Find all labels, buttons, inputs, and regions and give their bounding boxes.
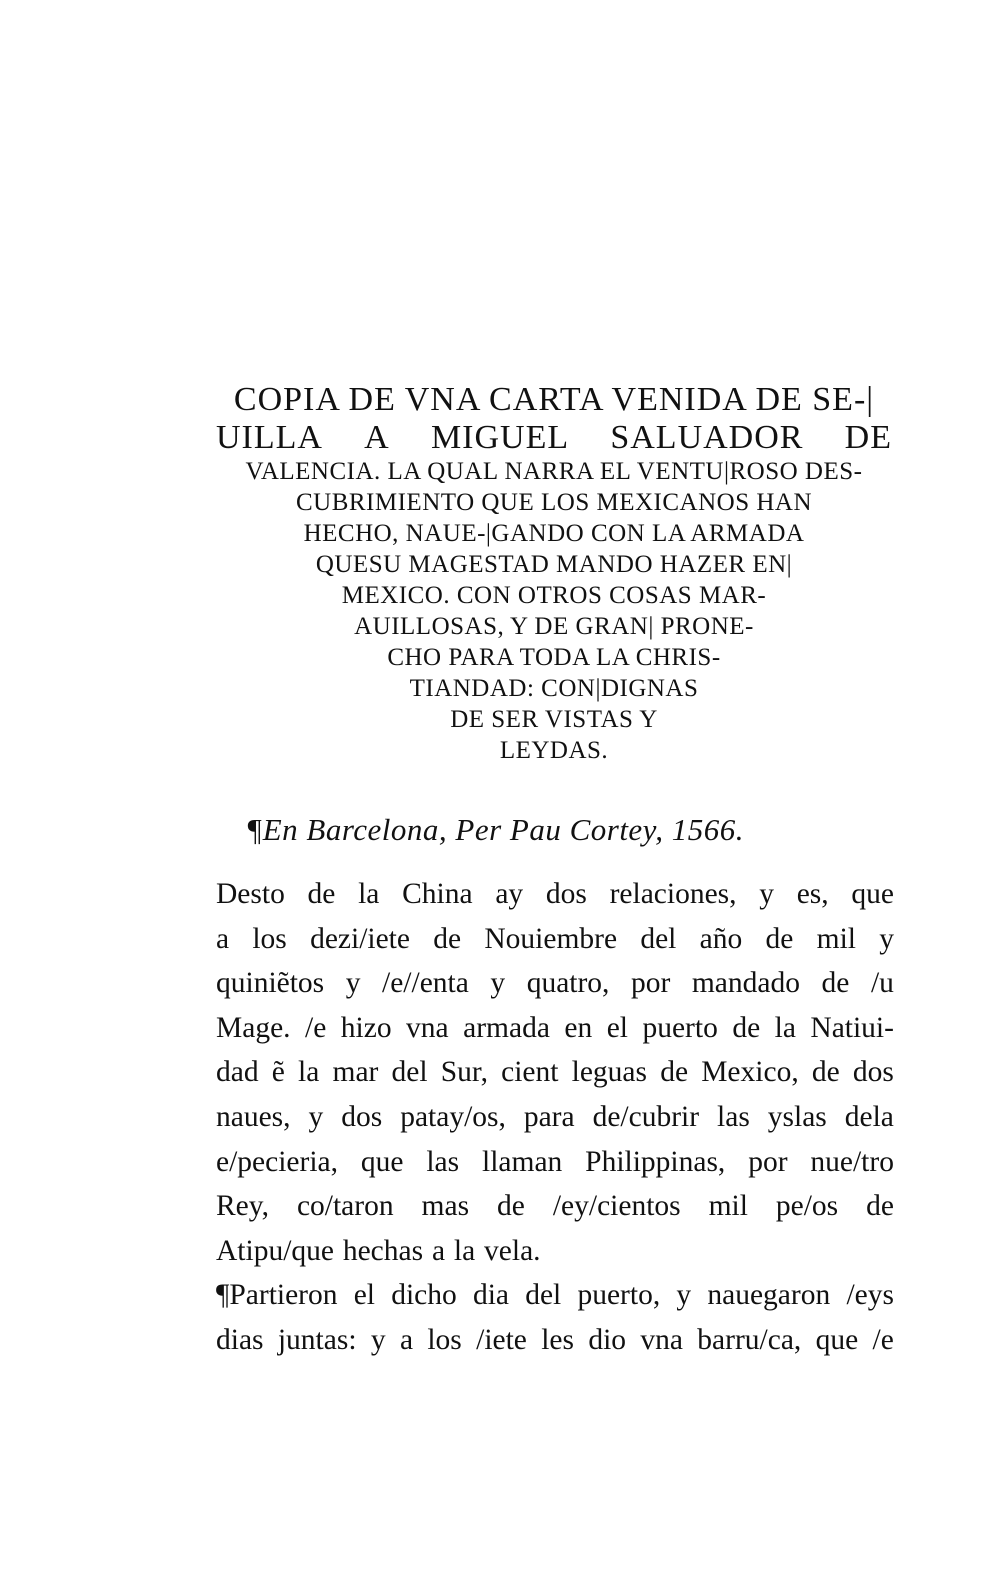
body-word: Desto (216, 878, 285, 910)
title-line: AUILLOSAS, Y DE GRAN| PRONE- (354, 613, 754, 640)
body-word: de (765, 922, 794, 955)
body-word: /e (305, 1011, 327, 1044)
body-word: China (402, 878, 473, 910)
body-word: nue/tro (810, 1145, 894, 1178)
body-word: puerto (642, 1011, 718, 1044)
body-word: a (399, 1323, 414, 1356)
body-word: que (815, 1323, 859, 1356)
body-word: dos (341, 1100, 383, 1133)
body-word: del (391, 1056, 428, 1089)
body-word: Rey, (216, 1190, 269, 1223)
body-word: la (453, 1234, 476, 1267)
body-word: de (433, 922, 462, 955)
title-line: HECHO, NAUE-|GANDO CON LA ARMADA (303, 520, 805, 547)
body-line (216, 1273, 894, 1318)
body-word: que (360, 1145, 404, 1178)
body-word: dela (844, 1100, 894, 1133)
body-word: Philippinas, (585, 1145, 726, 1178)
body-word: Mage. (216, 1011, 291, 1044)
title-line: MEXICO. CON OTROS COSAS MAR- (341, 582, 767, 609)
body-word: de (660, 1056, 689, 1089)
body-word: de (732, 1011, 761, 1044)
body-text (216, 872, 894, 1363)
body-word: vna (640, 1323, 683, 1356)
body-word: para (523, 1100, 575, 1133)
body-word: las (426, 1145, 460, 1178)
body-line (216, 961, 894, 1006)
body-word: por (630, 967, 671, 1000)
body-word: leguas (571, 1056, 648, 1089)
body-line (216, 1318, 894, 1363)
body-line (216, 917, 894, 962)
body-line (216, 872, 894, 917)
title-line: VALENCIA. LA QUAL NARRA EL VENTU|ROSO DES- (245, 458, 863, 485)
title-line: CHO PARA TODA LA CHRIS- (387, 644, 721, 671)
body-word: y (676, 1279, 692, 1312)
title-line: TIANDAD: CON|DIGNAS (409, 675, 699, 702)
body-word: /u (870, 967, 894, 1000)
title-line: COPIA DE VNA CARTA VENIDA DE SE-| (233, 381, 875, 418)
body-word: del (525, 1279, 562, 1312)
body-word: vela. (484, 1234, 541, 1267)
body-word: el (353, 1279, 376, 1312)
body-word: /ey/cientos (552, 1190, 681, 1223)
body-line (216, 1050, 894, 1095)
body-word: naues, (216, 1100, 291, 1133)
body-line (216, 1140, 894, 1185)
body-word: llaman (482, 1145, 563, 1178)
body-word: hizo (340, 1011, 392, 1044)
body-word: mar (332, 1056, 379, 1089)
body-word: las (717, 1100, 750, 1133)
body-word: y (759, 878, 774, 910)
body-word: de (307, 878, 336, 910)
title-line: DE SER VISTAS Y (450, 706, 658, 733)
body-word: quatro, (526, 967, 610, 1000)
body-word: /e//enta (382, 967, 469, 1000)
body-word: la (774, 1011, 796, 1044)
body-word: ay (495, 878, 524, 910)
body-word: de (811, 1056, 840, 1089)
body-word: e/pecieria, (216, 1145, 339, 1178)
body-word: de (866, 1190, 894, 1223)
body-word: los (427, 1323, 462, 1356)
body-word: mas (421, 1190, 470, 1223)
body-word: mandado (691, 967, 800, 1000)
title-word: A (364, 419, 390, 456)
title-line: CUBRIMIENTO QUE LOS MEXICANOS HAN (295, 489, 813, 516)
body-word: patay/os, (400, 1100, 506, 1133)
body-word: Mexico, (701, 1056, 799, 1089)
body-word: vna (406, 1011, 449, 1044)
body-word: mil (816, 922, 856, 955)
title-word: UILLA (216, 419, 323, 456)
title-line: QUESU MAGESTAD MANDO HAZER EN| (315, 551, 793, 578)
title-block (216, 383, 892, 769)
body-word: co/taron (296, 1190, 394, 1223)
body-word: nauegaron (707, 1279, 831, 1312)
body-word: dos (545, 878, 587, 910)
body-word: dezi/iete (310, 922, 410, 955)
body-word: barru/ca, (697, 1323, 802, 1356)
body-word: a (431, 1234, 446, 1267)
body-word: armada (463, 1011, 550, 1044)
imprint-line: ¶En Barcelona, Per Pau Cortey, 1566. (246, 812, 744, 847)
title-word: MIGUEL (430, 419, 570, 456)
body-word: del (640, 922, 677, 955)
body-word: la (358, 878, 380, 910)
body-word: relaciones, (609, 878, 737, 910)
body-word: les (541, 1323, 575, 1356)
body-line (216, 1229, 894, 1274)
body-word: es, (796, 878, 829, 910)
body-word: la (298, 1056, 320, 1089)
body-word: por (748, 1145, 788, 1178)
body-word: dos (852, 1056, 894, 1089)
body-word: y (308, 1100, 324, 1133)
body-word: /iete (476, 1323, 527, 1356)
body-word: hechas (342, 1234, 424, 1267)
body-word: año (699, 922, 743, 955)
body-word: dio (588, 1323, 627, 1356)
body-word: puerto, (577, 1279, 661, 1312)
body-word: y (345, 967, 361, 1000)
body-word: mil (708, 1190, 748, 1223)
body-word: dias (216, 1323, 264, 1356)
body-word: pe/os (775, 1190, 839, 1223)
body-line (216, 1006, 894, 1051)
body-word: Nouiembre (484, 922, 618, 955)
body-line (216, 1184, 894, 1229)
body-word: y (370, 1323, 386, 1356)
body-word: ẽ (271, 1056, 285, 1089)
body-word: juntas: (277, 1323, 357, 1356)
body-word: cient (501, 1056, 559, 1089)
title-line-justified (216, 421, 892, 459)
body-word: Natiui- (810, 1011, 894, 1044)
body-word: el (606, 1011, 628, 1044)
body-word: de/cubrir (592, 1100, 700, 1133)
body-word: Sur, (440, 1056, 488, 1089)
body-word: a (216, 922, 230, 955)
body-word: que (851, 878, 894, 910)
body-word: yslas (767, 1100, 827, 1133)
body-word: y (879, 922, 894, 955)
title-word: SALUADOR (610, 419, 804, 456)
body-word: de (497, 1190, 525, 1223)
title-word: DE (844, 419, 892, 456)
body-word: dicho (391, 1279, 457, 1312)
body-word: en (564, 1011, 593, 1044)
body-word: dad (216, 1056, 259, 1089)
body-word: Atipu/que (216, 1234, 334, 1267)
body-word: quiniẽtos (216, 967, 325, 1000)
body-word: dia (472, 1279, 510, 1312)
title-line: LEYDAS. (499, 737, 609, 764)
body-line (216, 1095, 894, 1140)
body-word: de (821, 967, 850, 1000)
body-word: /e (872, 1323, 894, 1356)
body-word: y (490, 967, 506, 1000)
body-word: los (252, 922, 287, 955)
body-word: /eys (846, 1279, 894, 1312)
body-word: ¶Partieron (216, 1279, 338, 1312)
